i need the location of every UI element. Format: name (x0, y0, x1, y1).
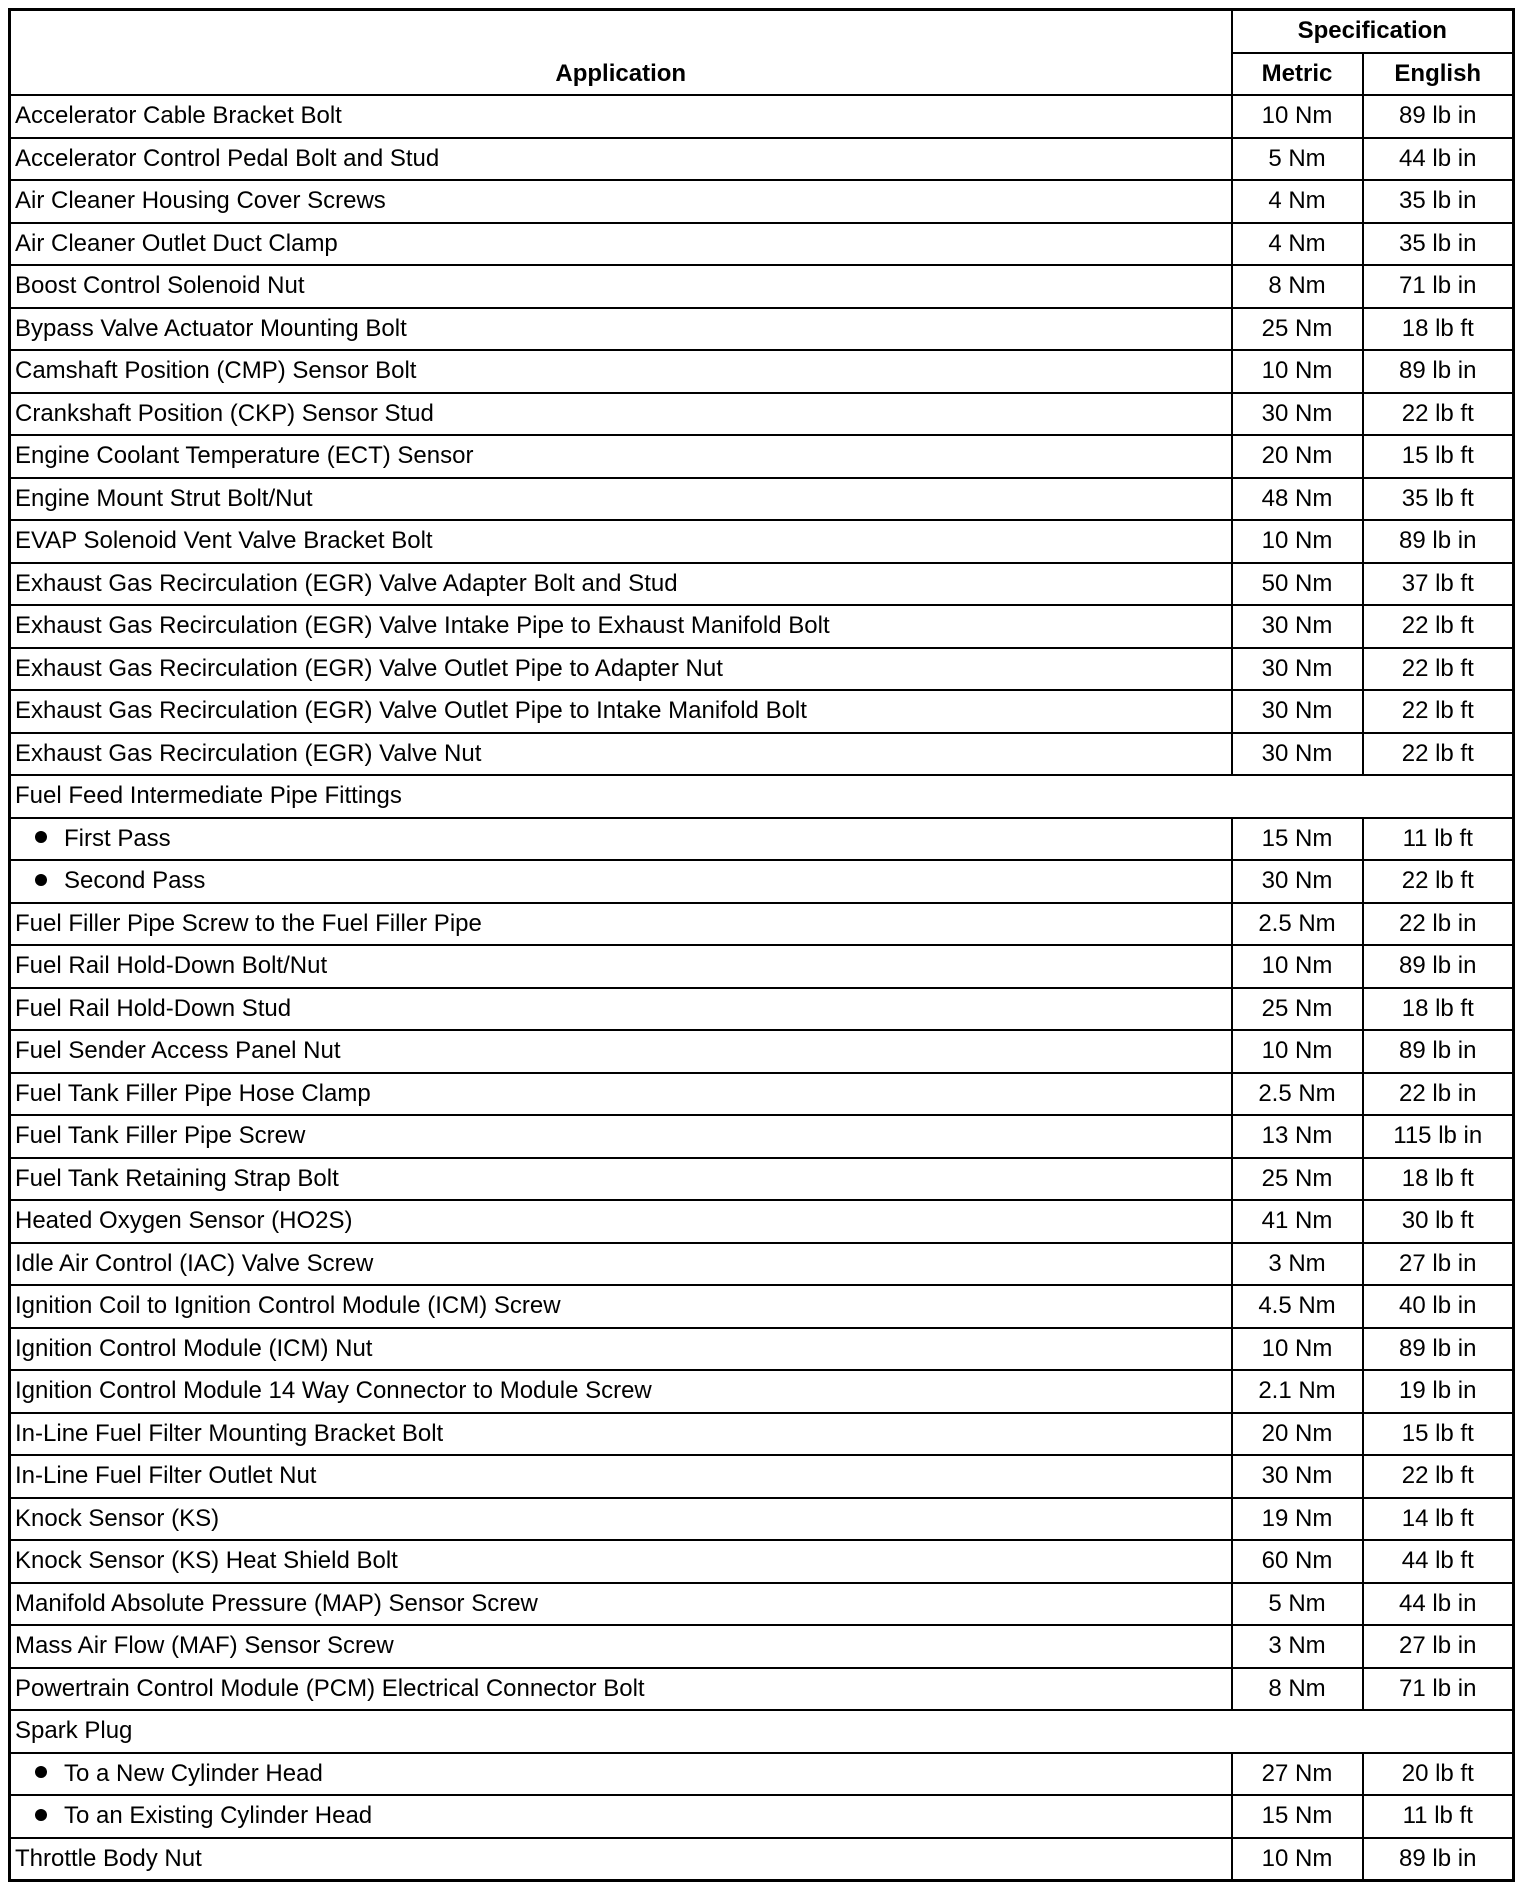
application-cell (10, 1498, 1232, 1541)
application-cell (10, 988, 1232, 1031)
bullet-icon (35, 874, 47, 886)
table-row (10, 1668, 1514, 1711)
metric-value: 10 Nm (1232, 520, 1363, 563)
application-label: Ignition Control Module 14 Way Connector to Module Screw (15, 1377, 652, 1405)
application-cell (10, 1668, 1232, 1711)
table-row (10, 1243, 1514, 1286)
metric-value: 25 Nm (1232, 308, 1363, 351)
application-label: Fuel Tank Filler Pipe Screw (15, 1122, 306, 1150)
english-value: 44 lb ft (1363, 1540, 1514, 1583)
table-group-row (10, 1710, 1514, 1753)
application-cell (10, 1583, 1232, 1626)
table-row (10, 350, 1514, 393)
table-row (10, 1328, 1514, 1371)
application-cell (10, 1370, 1232, 1413)
table-row (10, 223, 1514, 266)
application-cell (10, 478, 1232, 521)
application-cell (10, 1838, 1232, 1881)
table-row (10, 1115, 1514, 1158)
application-cell (10, 860, 1232, 903)
application-label: EVAP Solenoid Vent Valve Bracket Bolt (15, 527, 433, 555)
metric-value: 48 Nm (1232, 478, 1363, 521)
torque-specification-table (8, 8, 1515, 1882)
english-value: 20 lb ft (1363, 1753, 1514, 1796)
table-body (10, 95, 1514, 1881)
table-row (10, 265, 1514, 308)
application-label: Exhaust Gas Recirculation (EGR) Valve Intake Pipe to Exhaust Manifold Bolt (15, 612, 830, 640)
application-cell (10, 1030, 1232, 1073)
table-row (10, 1030, 1514, 1073)
table-row (10, 1455, 1514, 1498)
table-row (10, 690, 1514, 733)
metric-value: 15 Nm (1232, 818, 1363, 861)
table-row (10, 393, 1514, 436)
application-cell (10, 1455, 1232, 1498)
english-value: 15 lb ft (1363, 435, 1514, 478)
metric-value: 60 Nm (1232, 1540, 1363, 1583)
table-row (10, 1540, 1514, 1583)
table-row (10, 1158, 1514, 1201)
english-value: 35 lb in (1363, 180, 1514, 223)
metric-value: 10 Nm (1232, 1030, 1363, 1073)
application-label: Crankshaft Position (CKP) Sensor Stud (15, 399, 434, 427)
application-cell (10, 1710, 1514, 1753)
table-row (10, 945, 1514, 988)
application-label: First Pass (64, 824, 171, 852)
english-value: 22 lb ft (1363, 1455, 1514, 1498)
application-cell (10, 223, 1232, 266)
metric-value: 20 Nm (1232, 1413, 1363, 1456)
table-row (10, 1285, 1514, 1328)
english-value: 18 lb ft (1363, 308, 1514, 351)
metric-value: 2.5 Nm (1232, 1073, 1363, 1116)
english-value: 35 lb in (1363, 223, 1514, 266)
application-label: Air Cleaner Outlet Duct Clamp (15, 229, 338, 257)
application-cell (10, 818, 1232, 861)
english-value: 37 lb ft (1363, 563, 1514, 606)
specification-header: Specification (1232, 10, 1514, 53)
metric-value: 4 Nm (1232, 180, 1363, 223)
table-row (10, 520, 1514, 563)
application-label: Ignition Coil to Ignition Control Module (ICM) Screw (15, 1292, 561, 1320)
bullet-icon (35, 831, 47, 843)
english-value: 40 lb in (1363, 1285, 1514, 1328)
application-label: Second Pass (64, 867, 206, 895)
english-value: 44 lb in (1363, 1583, 1514, 1626)
english-value: 11 lb ft (1363, 1795, 1514, 1838)
metric-value: 13 Nm (1232, 1115, 1363, 1158)
table-row (10, 478, 1514, 521)
application-cell (10, 138, 1232, 181)
english-value: 89 lb in (1363, 350, 1514, 393)
header-row-top (10, 10, 1514, 53)
english-value: 22 lb ft (1363, 648, 1514, 691)
application-cell (10, 605, 1232, 648)
application-cell (10, 775, 1514, 818)
application-label: Accelerator Cable Bracket Bolt (15, 102, 342, 130)
table-row (10, 95, 1514, 138)
bullet-icon (35, 1766, 47, 1778)
application-cell (10, 648, 1232, 691)
table-row (10, 308, 1514, 351)
table-row (10, 903, 1514, 946)
application-cell (10, 1753, 1232, 1796)
table-group-row (10, 775, 1514, 818)
metric-value: 25 Nm (1232, 988, 1363, 1031)
application-label: Exhaust Gas Recirculation (EGR) Valve Outlet Pipe to Intake Manifold Bolt (15, 697, 807, 725)
application-cell (10, 180, 1232, 223)
application-cell (10, 903, 1232, 946)
application-cell (10, 350, 1232, 393)
application-cell (10, 1158, 1232, 1201)
table-row (10, 1583, 1514, 1626)
application-label: Powertrain Control Module (PCM) Electrical Connector Bolt (15, 1674, 645, 1702)
table-row (10, 818, 1514, 861)
english-value: 115 lb in (1363, 1115, 1514, 1158)
metric-value: 30 Nm (1232, 690, 1363, 733)
english-value: 44 lb in (1363, 138, 1514, 181)
english-value: 89 lb in (1363, 520, 1514, 563)
english-value: 15 lb ft (1363, 1413, 1514, 1456)
table-row (10, 563, 1514, 606)
english-value: 19 lb in (1363, 1370, 1514, 1413)
application-cell (10, 435, 1232, 478)
application-cell (10, 690, 1232, 733)
table-row (10, 860, 1514, 903)
application-label: Fuel Rail Hold-Down Stud (15, 994, 292, 1022)
english-value: 22 lb in (1363, 1073, 1514, 1116)
metric-value: 4 Nm (1232, 223, 1363, 266)
application-label: Fuel Tank Filler Pipe Hose Clamp (15, 1079, 371, 1107)
metric-value: 10 Nm (1232, 350, 1363, 393)
english-value: 22 lb ft (1363, 690, 1514, 733)
metric-value: 25 Nm (1232, 1158, 1363, 1201)
table-row (10, 1413, 1514, 1456)
application-cell (10, 520, 1232, 563)
metric-value: 5 Nm (1232, 1583, 1363, 1626)
metric-value: 30 Nm (1232, 733, 1363, 776)
application-label: Knock Sensor (KS) Heat Shield Bolt (15, 1547, 398, 1575)
application-label: Fuel Filler Pipe Screw to the Fuel Filler Pipe (15, 909, 482, 937)
application-label: Exhaust Gas Recirculation (EGR) Valve Nut (15, 739, 482, 767)
application-header: Application (10, 10, 1232, 96)
english-value: 89 lb in (1363, 1838, 1514, 1881)
application-label: Heated Oxygen Sensor (HO2S) (15, 1207, 353, 1235)
table-row (10, 180, 1514, 223)
application-label: Exhaust Gas Recirculation (EGR) Valve Adapter Bolt and Stud (15, 569, 678, 597)
application-cell (10, 1795, 1232, 1838)
english-value: 22 lb ft (1363, 393, 1514, 436)
metric-value: 2.1 Nm (1232, 1370, 1363, 1413)
english-value: 89 lb in (1363, 1328, 1514, 1371)
table-row (10, 1498, 1514, 1541)
english-value: 30 lb ft (1363, 1200, 1514, 1243)
english-header: English (1363, 53, 1514, 96)
application-label: Knock Sensor (KS) (15, 1504, 220, 1532)
english-value: 71 lb in (1363, 265, 1514, 308)
application-label: Fuel Rail Hold-Down Bolt/Nut (15, 952, 328, 980)
application-cell (10, 265, 1232, 308)
application-cell (10, 393, 1232, 436)
metric-value: 4.5 Nm (1232, 1285, 1363, 1328)
metric-value: 19 Nm (1232, 1498, 1363, 1541)
english-value: 89 lb in (1363, 95, 1514, 138)
metric-value: 2.5 Nm (1232, 903, 1363, 946)
english-value: 27 lb in (1363, 1243, 1514, 1286)
english-value: 11 lb ft (1363, 818, 1514, 861)
metric-value: 15 Nm (1232, 1795, 1363, 1838)
application-label: Ignition Control Module (ICM) Nut (15, 1334, 373, 1362)
metric-value: 27 Nm (1232, 1753, 1363, 1796)
application-label: Engine Coolant Temperature (ECT) Sensor (15, 442, 474, 470)
table-row (10, 1625, 1514, 1668)
application-label: Manifold Absolute Pressure (MAP) Sensor Screw (15, 1589, 538, 1617)
metric-value: 30 Nm (1232, 648, 1363, 691)
table-row (10, 1795, 1514, 1838)
table-row (10, 648, 1514, 691)
table-row (10, 1838, 1514, 1881)
metric-value: 30 Nm (1232, 860, 1363, 903)
application-label: Mass Air Flow (MAF) Sensor Screw (15, 1632, 394, 1660)
english-value: 89 lb in (1363, 1030, 1514, 1073)
application-label: Throttle Body Nut (15, 1844, 202, 1872)
application-cell (10, 563, 1232, 606)
metric-value: 10 Nm (1232, 95, 1363, 138)
english-value: 89 lb in (1363, 945, 1514, 988)
application-cell (10, 308, 1232, 351)
application-label: Accelerator Control Pedal Bolt and Stud (15, 144, 440, 172)
application-label: Spark Plug (15, 1717, 133, 1745)
application-cell (10, 1200, 1232, 1243)
application-label: Engine Mount Strut Bolt/Nut (15, 484, 313, 512)
metric-value: 20 Nm (1232, 435, 1363, 478)
application-cell (10, 1073, 1232, 1116)
application-cell (10, 945, 1232, 988)
metric-value: 30 Nm (1232, 605, 1363, 648)
application-cell (10, 1413, 1232, 1456)
application-label: In-Line Fuel Filter Outlet Nut (15, 1462, 317, 1490)
metric-value: 3 Nm (1232, 1625, 1363, 1668)
metric-value: 10 Nm (1232, 1328, 1363, 1371)
table-header (10, 10, 1514, 96)
table-row (10, 1753, 1514, 1796)
bullet-icon (35, 1809, 47, 1821)
application-cell (10, 733, 1232, 776)
english-value: 22 lb ft (1363, 860, 1514, 903)
table-row (10, 1370, 1514, 1413)
table-row (10, 138, 1514, 181)
application-cell (10, 1328, 1232, 1371)
application-label: Boost Control Solenoid Nut (15, 272, 305, 300)
metric-value: 5 Nm (1232, 138, 1363, 181)
metric-value: 10 Nm (1232, 945, 1363, 988)
application-label: Fuel Sender Access Panel Nut (15, 1037, 341, 1065)
table-row (10, 605, 1514, 648)
application-label: To an Existing Cylinder Head (64, 1802, 373, 1830)
english-value: 18 lb ft (1363, 1158, 1514, 1201)
metric-value: 8 Nm (1232, 265, 1363, 308)
english-value: 22 lb ft (1363, 605, 1514, 648)
application-label: Idle Air Control (IAC) Valve Screw (15, 1249, 374, 1277)
metric-value: 30 Nm (1232, 1455, 1363, 1498)
metric-value: 10 Nm (1232, 1838, 1363, 1881)
metric-value: 41 Nm (1232, 1200, 1363, 1243)
english-value: 14 lb ft (1363, 1498, 1514, 1541)
application-label: Bypass Valve Actuator Mounting Bolt (15, 314, 407, 342)
english-value: 71 lb in (1363, 1668, 1514, 1711)
english-value: 18 lb ft (1363, 988, 1514, 1031)
metric-value: 3 Nm (1232, 1243, 1363, 1286)
application-label: Fuel Feed Intermediate Pipe Fittings (15, 782, 402, 810)
application-label: In-Line Fuel Filter Mounting Bracket Bolt (15, 1419, 444, 1447)
application-cell (10, 1625, 1232, 1668)
table-row (10, 1073, 1514, 1116)
english-value: 22 lb ft (1363, 733, 1514, 776)
application-label: Air Cleaner Housing Cover Screws (15, 187, 386, 215)
application-cell (10, 1285, 1232, 1328)
application-cell (10, 95, 1232, 138)
english-value: 27 lb in (1363, 1625, 1514, 1668)
english-value: 22 lb in (1363, 903, 1514, 946)
application-cell (10, 1115, 1232, 1158)
application-label: To a New Cylinder Head (64, 1759, 323, 1787)
english-value: 35 lb ft (1363, 478, 1514, 521)
application-label: Fuel Tank Retaining Strap Bolt (15, 1164, 339, 1192)
table-row (10, 733, 1514, 776)
metric-header: Metric (1232, 53, 1363, 96)
table-row (10, 435, 1514, 478)
application-cell (10, 1243, 1232, 1286)
application-label: Exhaust Gas Recirculation (EGR) Valve Outlet Pipe to Adapter Nut (15, 654, 723, 682)
metric-value: 50 Nm (1232, 563, 1363, 606)
application-cell (10, 1540, 1232, 1583)
application-label: Camshaft Position (CMP) Sensor Bolt (15, 357, 417, 385)
table-row (10, 988, 1514, 1031)
metric-value: 30 Nm (1232, 393, 1363, 436)
table-row (10, 1200, 1514, 1243)
metric-value: 8 Nm (1232, 1668, 1363, 1711)
